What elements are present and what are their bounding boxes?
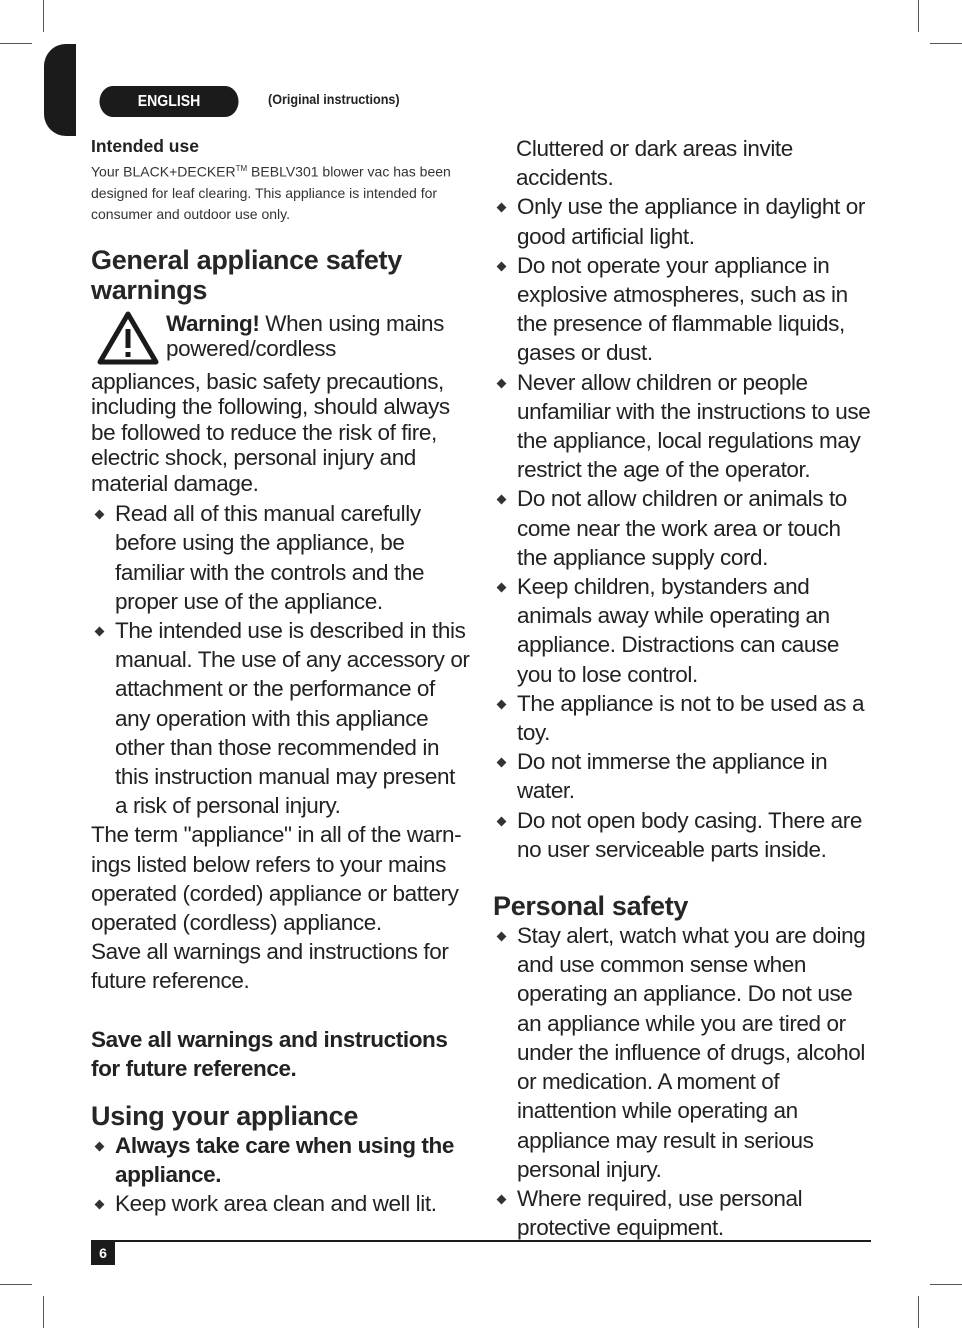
crop-mark	[0, 1284, 32, 1285]
diamond-bullet-icon	[497, 203, 507, 213]
diamond-bullet-icon	[497, 378, 507, 388]
general-safety-heading: General appliance safety warnings	[91, 244, 402, 305]
personal-safety-list	[493, 921, 873, 1242]
list-item: Do not immerse the appliance in water.	[493, 747, 873, 805]
using-appliance-heading: Using your appliance	[91, 1101, 359, 1132]
list-item: Never allow children or people unfamiliar with the instructions to use the appliance, local regulations may restrict the age of the operator.	[493, 368, 873, 485]
diamond-bullet-icon	[497, 583, 507, 593]
term-paragraph: The term "appliance" in all of the warn-ings listed below refers to your mains operated (corded) appliance or battery operated (cordless) appliance.	[91, 822, 462, 935]
crop-mark	[918, 0, 919, 32]
crop-mark	[43, 0, 44, 32]
right-safety-list	[493, 192, 873, 864]
crop-mark	[930, 43, 962, 44]
page-edge-tab	[44, 44, 76, 136]
right-column	[493, 134, 873, 1242]
diamond-bullet-icon	[497, 699, 507, 709]
crop-mark	[43, 1296, 44, 1328]
diamond-bullet-icon	[95, 1142, 105, 1152]
list-item: Where required, use personal protective equipment.	[493, 1184, 873, 1242]
using-appliance-list	[91, 1131, 471, 1219]
crop-mark	[0, 43, 32, 44]
diamond-bullet-icon	[95, 510, 105, 520]
list-item: Do not operate your appliance in explosive atmospheres, such as in the presence of flammable liquids, gases or dust.	[493, 251, 873, 368]
list-item: Keep children, bystanders and animals away while operating an appliance. Distractions can cause you to lose control.	[493, 572, 873, 689]
diamond-bullet-icon	[497, 495, 507, 505]
warning-block	[91, 311, 471, 367]
warning-body: appliances, basic safety precautions, including the following, should always be followed to reduce the risk of fire, electric shock, personal injury and material damage.	[91, 368, 450, 496]
left-column	[91, 134, 471, 1219]
continuation-text: Cluttered or dark areas invite accidents.	[516, 136, 793, 191]
diamond-bullet-icon	[497, 758, 507, 768]
diamond-bullet-icon	[95, 1200, 105, 1210]
list-item: Read all of this manual carefully before using the appliance, be familiar with the controls and the proper use of the appliance.	[91, 499, 471, 616]
save-paragraph: Save all warnings and instructions for future reference.	[91, 939, 449, 994]
intended-use-heading: Intended use	[91, 136, 199, 156]
list-item: Keep work area clean and well lit.	[91, 1189, 471, 1218]
list-item: The intended use is described in this manual. The use of any accessory or attachment or the performance of any operation with this appliance other than those recommended in this instruction manual may present a risk of personal injury.	[91, 616, 471, 820]
list-item: Stay alert, watch what you are doing and use common sense when operating an appliance. Do not use an appliance while you are tired or under the influence of drugs, alcohol or medication. A moment of inattention while operating an appliance may result in serious personal injury.	[493, 921, 873, 1184]
save-paragraph-bold: Save all warnings and instructions for future reference.	[91, 1026, 448, 1081]
crop-mark	[930, 1284, 962, 1285]
warning-lead-text: Warning! When using mains powered/cordless	[166, 310, 444, 362]
original-instructions-label: (Original instructions)	[268, 91, 400, 107]
diamond-bullet-icon	[497, 261, 507, 271]
personal-safety-heading: Personal safety	[493, 891, 689, 922]
language-badge: ENGLISH	[99, 86, 238, 117]
crop-mark	[918, 1296, 919, 1328]
list-item: Always take care when using the appliance.	[91, 1131, 471, 1189]
diamond-bullet-icon	[497, 932, 507, 942]
list-item: Only use the appliance in daylight or good artificial light.	[493, 192, 873, 250]
diamond-bullet-icon	[95, 627, 105, 637]
list-item: Do not allow children or animals to come near the work area or touch the appliance supply cord.	[493, 484, 873, 572]
warning-triangle-icon	[97, 311, 159, 365]
general-safety-list	[91, 499, 471, 820]
diamond-bullet-icon	[497, 816, 507, 826]
footer-rule	[91, 1240, 871, 1242]
list-item: Do not open body casing. There are no user serviceable parts inside.	[493, 806, 873, 864]
diamond-bullet-icon	[497, 1194, 507, 1204]
page-number: 6	[91, 1241, 115, 1265]
list-item: The appliance is not to be used as a toy.	[493, 689, 873, 747]
intended-use-text: Your BLACK+DECKER™ BEBLV301 blower vac has been designed for leaf clearing. This appliance is intended for consumer and outdoor use only.	[91, 163, 451, 222]
